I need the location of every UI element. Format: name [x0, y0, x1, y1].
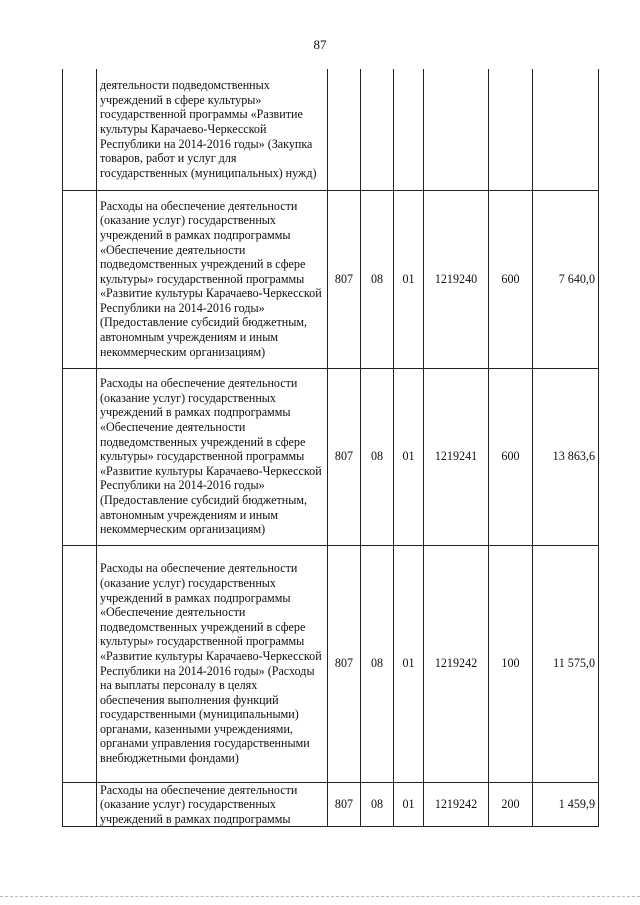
gov-code-cell: 807 [328, 545, 361, 782]
description-cell: Расходы на обеспечение деятельности (оказание услуг) государственных учреждений в рамках подпрограммы «Обеспечение деятельности подведомственных учреждений в сфере культуры» государственной программы «Развитие культуры Карачаево-Черкесской Республики на 2014-2016 годы» (Предоставление субсидий бюджетным, автономным учреждениям и иным некоммерческим организациям) [97, 190, 328, 368]
table-row [63, 368, 599, 545]
target-article-cell: 1219241 [424, 368, 489, 545]
blank-cell [63, 782, 97, 827]
subsection-cell: 01 [394, 190, 424, 368]
blank-cell [63, 190, 97, 368]
gov-code-cell [328, 69, 361, 190]
amount-cell: 13 863,6 [533, 368, 599, 545]
expense-type-cell: 600 [489, 368, 533, 545]
section-cell: 08 [361, 782, 394, 827]
target-article-cell: 1219240 [424, 190, 489, 368]
target-article-cell [424, 69, 489, 190]
target-article-cell: 1219242 [424, 782, 489, 827]
page-number: 87 [313, 37, 327, 52]
subsection-cell: 01 [394, 545, 424, 782]
description-cell: Расходы на обеспечение деятельности (оказание услуг) государственных учреждений в рамках подпрограммы «Обеспечение деятельности подведомственных учреждений в сфере культуры» государственной программы «Развитие культуры Карачаево-Черкесской Республики на 2014-2016 годы» (Расходы на выплаты персоналу в целях обеспечения выполнения функций государственными (муниципальными) органами, казенными учреждениями, органами управления государственными внебюджетными фондами) [97, 545, 328, 782]
amount-cell [533, 69, 599, 190]
table-row [63, 545, 599, 782]
scan-artifact-line [0, 896, 640, 899]
blank-cell [63, 69, 97, 190]
blank-cell [63, 545, 97, 782]
expense-type-cell: 100 [489, 545, 533, 782]
section-cell: 08 [361, 545, 394, 782]
description-cell: Расходы на обеспечение деятельности (оказание услуг) государственных учреждений в рамках подпрограммы «Обеспечение деятельности подведомственных учреждений в сфере культуры» государственной программы «Развитие культуры Карачаево-Черкесской Республики на 2014-2016 годы» (Предоставление субсидий бюджетным, автономным учреждениям и иным некоммерческим организациям) [97, 368, 328, 545]
table-row [63, 69, 599, 190]
subsection-cell: 01 [394, 368, 424, 545]
amount-cell: 1 459,9 [533, 782, 599, 827]
expense-type-cell: 600 [489, 190, 533, 368]
target-article-cell: 1219242 [424, 545, 489, 782]
section-cell: 08 [361, 190, 394, 368]
subsection-cell [394, 69, 424, 190]
description-cell: деятельности подведомственных учреждений в сфере культуры» государственной программы «Развитие культуры Карачаево-Черкесской Республики на 2014-2016 годы» (Закупка товаров, работ и услуг для государственных (муниципальных) нужд) [97, 69, 328, 190]
amount-cell: 11 575,0 [533, 545, 599, 782]
section-cell [361, 69, 394, 190]
expense-type-cell: 200 [489, 782, 533, 827]
expense-type-cell [489, 69, 533, 190]
table-row [63, 782, 599, 827]
table-row [63, 190, 599, 368]
gov-code-cell: 807 [328, 368, 361, 545]
description-cell: Расходы на обеспечение деятельности (оказание услуг) государственных учреждений в рамках подпрограммы [97, 782, 328, 827]
budget-table [62, 69, 599, 827]
subsection-cell: 01 [394, 782, 424, 827]
gov-code-cell: 807 [328, 782, 361, 827]
section-cell: 08 [361, 368, 394, 545]
gov-code-cell: 807 [328, 190, 361, 368]
amount-cell: 7 640,0 [533, 190, 599, 368]
blank-cell [63, 368, 97, 545]
